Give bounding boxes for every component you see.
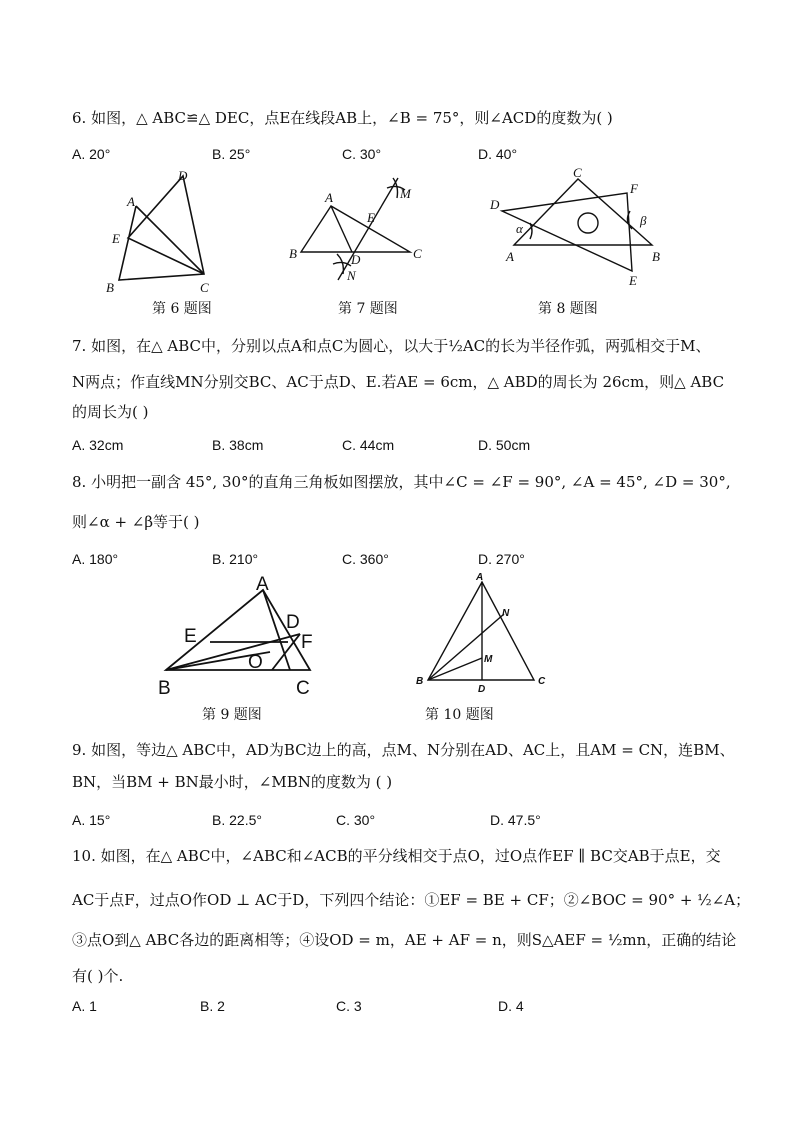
fig9-label-o: O [248, 652, 263, 673]
fig7-label-n: N [347, 268, 356, 283]
fig6-label-c: C [200, 280, 209, 295]
q10-stem-line1: 10. 如图，在△ ABC中，∠ABC和∠ACB的平分线相交于点O，过O点作EF ∥ BC交AB于点E，交 [72, 847, 721, 865]
fig10-label-a: A [476, 572, 484, 583]
fig10-label-d: D [478, 684, 486, 695]
q7-option-c: C. 44cm [342, 437, 395, 453]
fig10-label-c: C [538, 676, 546, 687]
q10-stem-line4: 有( )个. [72, 967, 124, 985]
fig6-label-e: E [112, 231, 120, 246]
fig7-label-a: A [325, 190, 333, 205]
fig8-label-f: F [630, 181, 638, 196]
q7-stem-line1: 7. 如图，在△ ABC中，分别以点A和点C为圆心，以大于½AC的长为半径作弧，两弧相交于M、 [72, 337, 711, 355]
q9-option-c: C. 30° [336, 812, 376, 828]
figure-6 [100, 168, 230, 302]
q9-option-a: A. 15° [72, 812, 111, 828]
figure-10 [412, 570, 557, 699]
q10-option-a: A. 1 [72, 998, 97, 1014]
fig10-label-b: B [416, 676, 424, 687]
fig6-label-d: D [178, 168, 188, 183]
q9-option-b: B. 22.5° [212, 812, 262, 828]
caption-fig9: 第 9 题图 [202, 707, 262, 723]
q10-stem-line3: ③点O到△ ABC各边的距离相等；④设OD = m，AE + AF = n，则S△AEF = ½mn，正确的结论 [72, 931, 737, 949]
fig9-label-b: B [158, 678, 171, 699]
figure-8-drawing [482, 165, 672, 290]
figure-10-drawing [412, 570, 557, 695]
fig9-label-a: A [256, 574, 269, 595]
q6-option-c: C. 30° [342, 146, 382, 162]
q8-stem-line1: 8. 小明把一副含 45°, 30°的直角三角板如图摆放，其中∠C = ∠F = 90°, ∠A = 45°, ∠D = 30°, [72, 473, 731, 491]
fig10-label-m: M [484, 654, 493, 665]
fig6-label-a: A [127, 194, 135, 209]
figure-7 [285, 168, 425, 292]
fig8-label-beta: β [640, 213, 647, 228]
q6-option-a: A. 20° [72, 146, 111, 162]
figure-8 [482, 165, 672, 294]
fig7-label-d: D [351, 252, 361, 267]
fig10-label-n: N [502, 608, 510, 619]
q8-option-c: C. 360° [342, 551, 389, 567]
caption-fig10: 第 10 题图 [425, 707, 494, 723]
fig8-label-e: E [629, 273, 637, 288]
q8-option-d: D. 270° [478, 551, 525, 567]
q8-stem-line2: 则∠α + ∠β等于( ) [72, 513, 200, 531]
figure-6-drawing [100, 168, 230, 298]
q6-option-d: D. 40° [478, 146, 518, 162]
fig7-label-b: B [289, 246, 297, 261]
q10-option-c: C. 3 [336, 998, 362, 1014]
q6-stem: 6. 如图，△ ABC≌△ DEC，点E在线段AB上，∠B = 75°，则∠ACD的度数为( ) [72, 109, 613, 127]
fig8-label-d: D [490, 197, 500, 212]
fig9-label-e: E [184, 626, 197, 647]
q10-option-b: B. 2 [200, 998, 225, 1014]
caption-fig8: 第 8 题图 [538, 301, 598, 317]
fig8-label-alpha: α [516, 221, 523, 236]
q8-option-a: A. 180° [72, 551, 119, 567]
fig8-label-a: A [506, 249, 514, 264]
q7-stem-line2: N两点；作直线MN分别交BC、AC于点D、E.若AE = 6cm，△ ABD的周长为 26cm，则△ ABC [72, 373, 725, 391]
figure-9 [152, 572, 327, 701]
fig6-label-b: B [106, 280, 114, 295]
fig7-label-e: E [367, 210, 375, 225]
figure-7-drawing [285, 168, 425, 288]
q10-option-d: D. 4 [498, 998, 524, 1014]
q7-option-a: A. 32cm [72, 437, 124, 453]
q10-stem-line2: AC于点F，过点O作OD ⊥ AC于D，下列四个结论：①EF = BE + CF；②∠BOC = 90° + ½∠A； [72, 891, 751, 909]
q7-stem-line3: 的周长为( ) [72, 403, 149, 421]
q7-option-d: D. 50cm [478, 437, 531, 453]
caption-fig7: 第 7 题图 [338, 301, 398, 317]
fig9-label-d: D [286, 612, 300, 633]
fig8-label-c: C [573, 165, 582, 180]
q9-stem-line2: BN，当BM + BN最小时，∠MBN的度数为 ( ) [72, 773, 393, 791]
q9-option-d: D. 47.5° [490, 812, 541, 828]
fig8-label-b: B [652, 249, 660, 264]
q6-option-b: B. 25° [212, 146, 251, 162]
q8-option-b: B. 210° [212, 551, 259, 567]
fig9-label-f: F [301, 632, 313, 653]
fig9-label-c: C [296, 678, 310, 699]
caption-fig6: 第 6 题图 [152, 301, 212, 317]
figure-9-drawing [152, 572, 327, 697]
fig7-label-m: M [400, 186, 411, 201]
fig7-label-c: C [413, 246, 422, 261]
q7-option-b: B. 38cm [212, 437, 264, 453]
q9-stem-line1: 9. 如图，等边△ ABC中，AD为BC边上的高，点M、N分别在AD、AC上，且AM = CN，连BM、 [72, 741, 735, 759]
